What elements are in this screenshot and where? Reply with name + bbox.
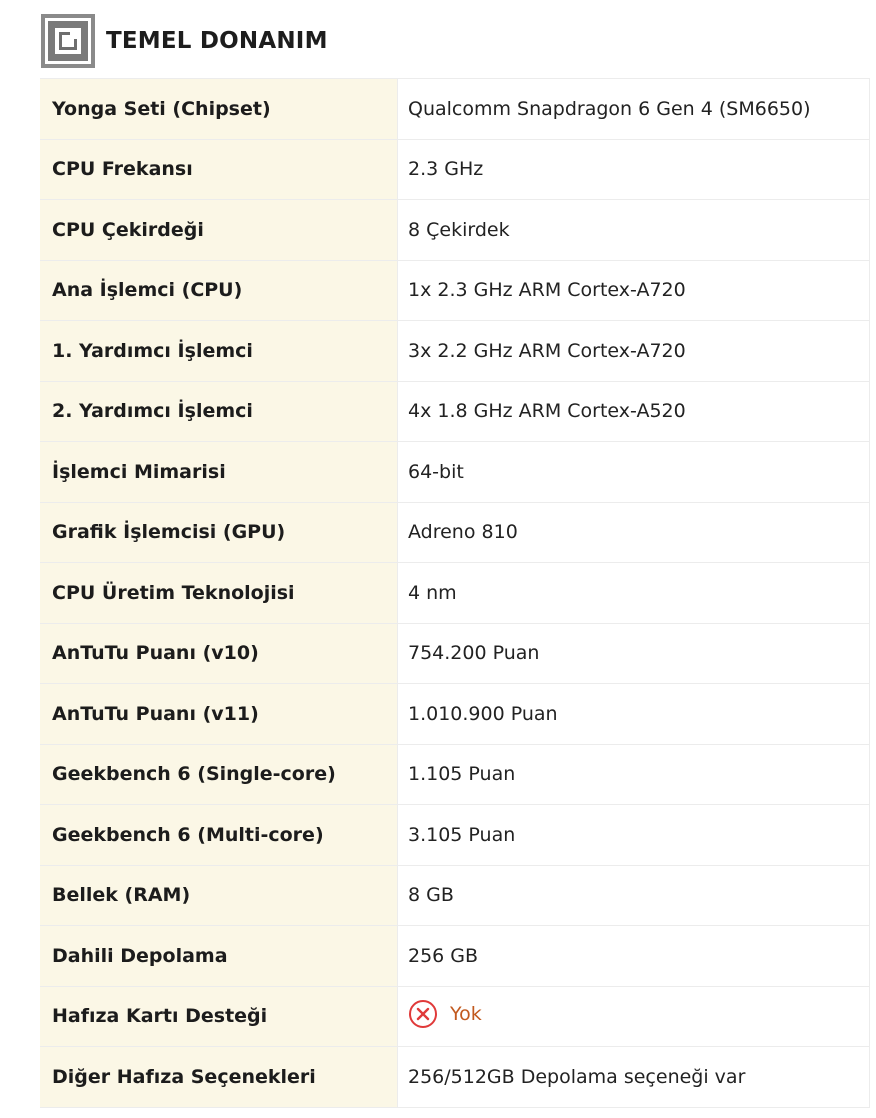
row-label: 1. Yardımcı İşlemci <box>40 321 398 382</box>
row-value: 8 Çekirdek <box>398 200 870 261</box>
table-row <box>40 502 870 563</box>
table-row <box>40 79 870 140</box>
table-row <box>40 563 870 624</box>
table-row <box>40 926 870 987</box>
row-value: 256/512GB Depolama seçeneği var <box>398 1047 870 1108</box>
row-value: 256 GB <box>398 926 870 987</box>
row-label: Bellek (RAM) <box>40 865 398 926</box>
row-value: 8 GB <box>398 865 870 926</box>
row-label: Ana İşlemci (CPU) <box>40 260 398 321</box>
row-value: Adreno 810 <box>398 502 870 563</box>
table-row <box>40 805 870 866</box>
row-value: 1.105 Puan <box>398 744 870 805</box>
table-row <box>40 684 870 745</box>
table-row <box>40 442 870 503</box>
x-circle-icon <box>408 999 438 1029</box>
row-label: Yonga Seti (Chipset) <box>40 79 398 140</box>
row-label: Diğer Hafıza Seçenekleri <box>40 1047 398 1108</box>
section-title: TEMEL DONANIM <box>106 28 328 54</box>
row-value: 3x 2.2 GHz ARM Cortex-A720 <box>398 321 870 382</box>
row-label: AnTuTu Puanı (v10) <box>40 623 398 684</box>
table-row <box>40 139 870 200</box>
table-row <box>40 744 870 805</box>
row-label: Geekbench 6 (Multi-core) <box>40 805 398 866</box>
row-value: 1x 2.3 GHz ARM Cortex-A720 <box>398 260 870 321</box>
row-label: CPU Frekansı <box>40 139 398 200</box>
row-value-memory-card <box>398 986 870 1047</box>
row-label: CPU Çekirdeği <box>40 200 398 261</box>
row-label: CPU Üretim Teknolojisi <box>40 563 398 624</box>
table-row <box>40 1047 870 1108</box>
spec-table <box>40 78 870 1108</box>
unsupported-text: Yok <box>450 1002 482 1025</box>
table-row <box>40 321 870 382</box>
row-value: 4 nm <box>398 563 870 624</box>
row-label: Grafik İşlemcisi (GPU) <box>40 502 398 563</box>
row-value: Qualcomm Snapdragon 6 Gen 4 (SM6650) <box>398 79 870 140</box>
table-row <box>40 260 870 321</box>
row-label: Geekbench 6 (Single-core) <box>40 744 398 805</box>
table-row <box>40 623 870 684</box>
table-row <box>40 200 870 261</box>
unsupported-indicator <box>408 999 482 1029</box>
row-value: 3.105 Puan <box>398 805 870 866</box>
row-value: 754.200 Puan <box>398 623 870 684</box>
row-label: Hafıza Kartı Desteği <box>40 986 398 1047</box>
row-label: AnTuTu Puanı (v11) <box>40 684 398 745</box>
row-label: İşlemci Mimarisi <box>40 442 398 503</box>
chip-icon <box>40 13 96 69</box>
row-label: Dahili Depolama <box>40 926 398 987</box>
row-value: 1.010.900 Puan <box>398 684 870 745</box>
table-row <box>40 986 870 1047</box>
table-row <box>40 865 870 926</box>
row-value: 64-bit <box>398 442 870 503</box>
row-value: 4x 1.8 GHz ARM Cortex-A520 <box>398 381 870 442</box>
table-row <box>40 381 870 442</box>
section-header <box>40 12 870 70</box>
row-label: 2. Yardımcı İşlemci <box>40 381 398 442</box>
row-value: 2.3 GHz <box>398 139 870 200</box>
